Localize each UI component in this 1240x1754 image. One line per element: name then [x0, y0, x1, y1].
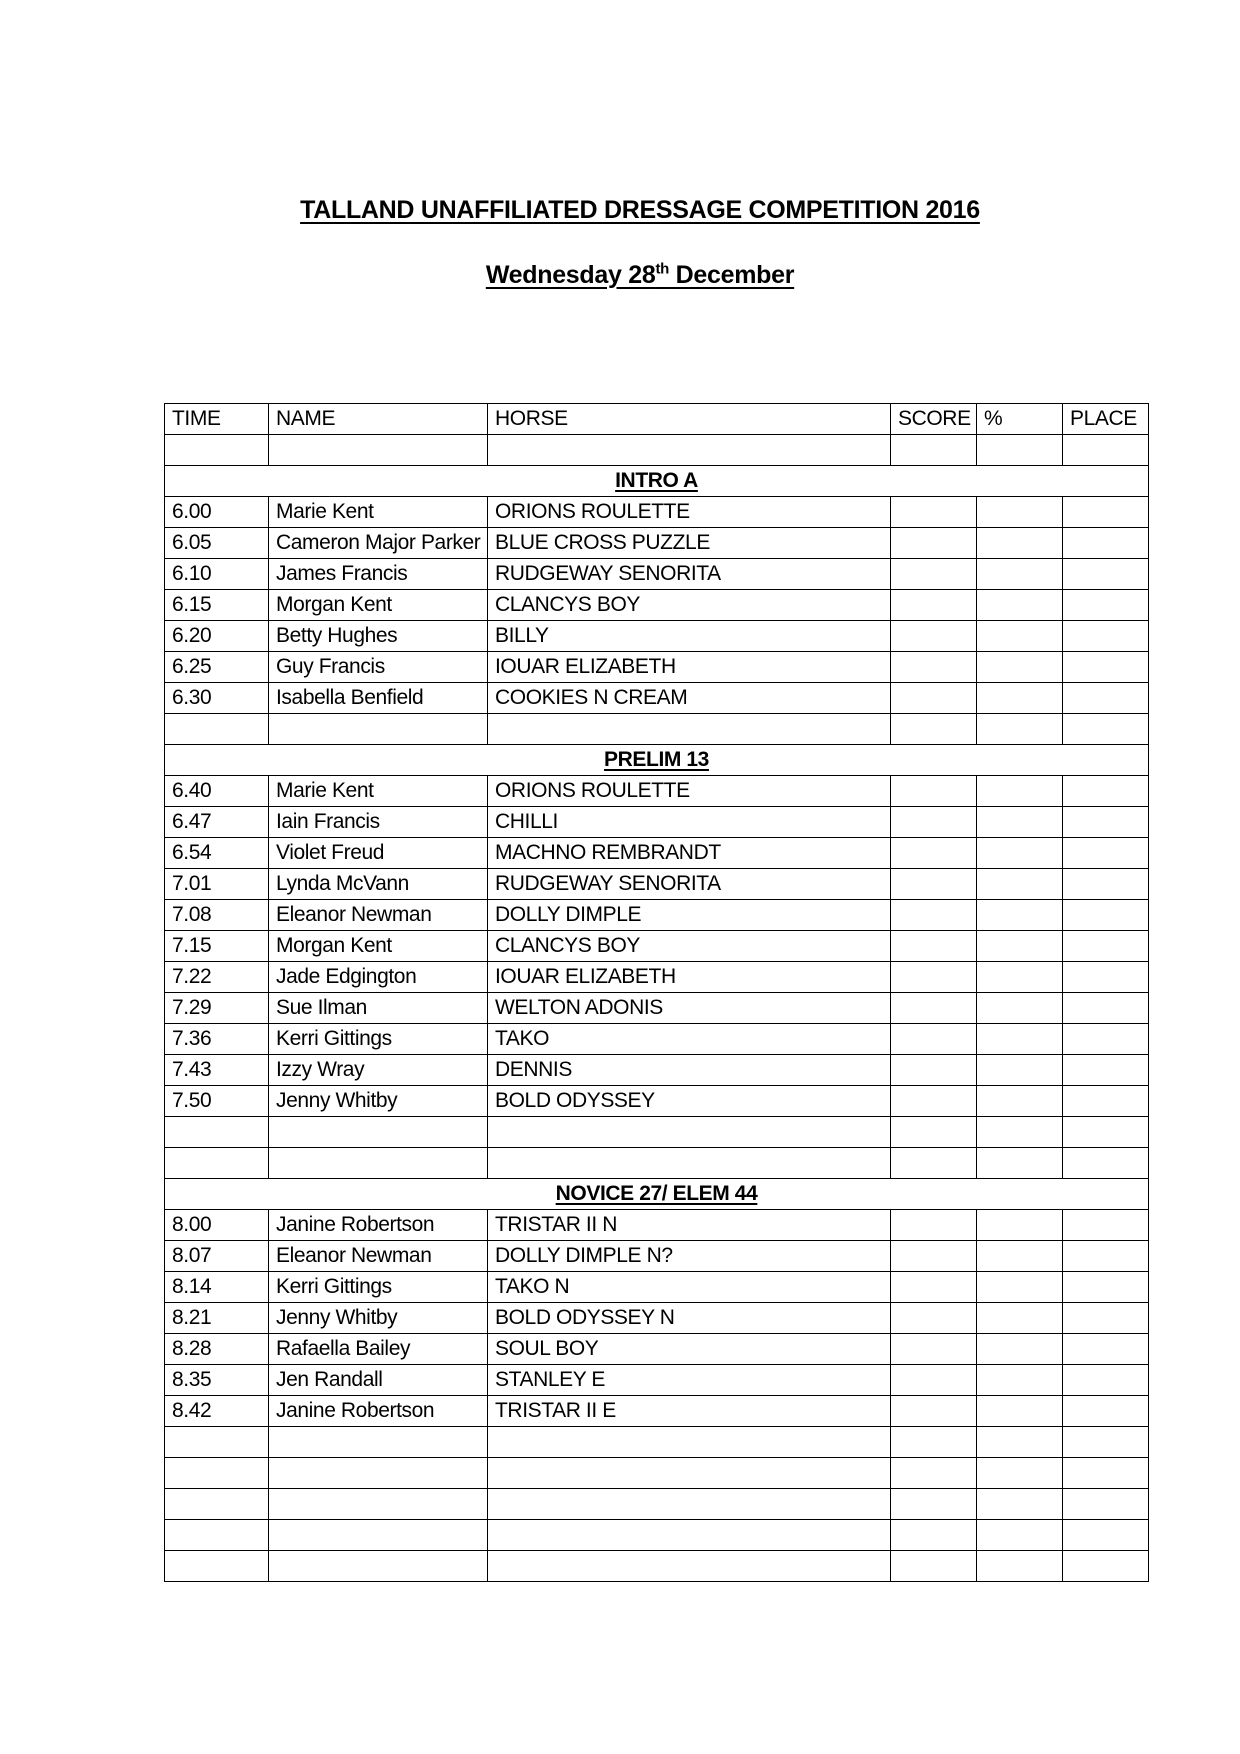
name-cell: Jenny Whitby: [269, 1086, 488, 1117]
table-row: [165, 590, 1149, 621]
time-cell: [165, 1551, 269, 1582]
score-cell: [891, 1458, 977, 1489]
percent-cell: [977, 1272, 1063, 1303]
percent-cell: [977, 1241, 1063, 1272]
time-cell: 8.14: [165, 1272, 269, 1303]
name-cell: [269, 1489, 488, 1520]
place-cell: [1063, 993, 1149, 1024]
percent-cell: [977, 1117, 1063, 1148]
name-cell: Janine Robertson: [269, 1210, 488, 1241]
percent-cell: [977, 683, 1063, 714]
time-cell: 6.47: [165, 807, 269, 838]
horse-cell: RUDGEWAY SENORITA: [488, 559, 891, 590]
time-cell: [165, 435, 269, 466]
score-cell: [891, 776, 977, 807]
score-cell: [891, 1365, 977, 1396]
score-cell: [891, 962, 977, 993]
score-cell: [891, 1024, 977, 1055]
horse-cell: STANLEY E: [488, 1365, 891, 1396]
place-cell: [1063, 1024, 1149, 1055]
time-cell: 8.07: [165, 1241, 269, 1272]
score-cell: [891, 1396, 977, 1427]
table-row: [165, 1055, 1149, 1086]
percent-cell: [977, 714, 1063, 745]
horse-cell: IOUAR ELIZABETH: [488, 962, 891, 993]
horse-cell: [488, 1458, 891, 1489]
percent-cell: [977, 1024, 1063, 1055]
name-cell: Janine Robertson: [269, 1396, 488, 1427]
table-row: [165, 1396, 1149, 1427]
section-heading: INTRO A: [165, 466, 1149, 497]
time-cell: [165, 1520, 269, 1551]
percent-cell: [977, 1334, 1063, 1365]
score-cell: [891, 1427, 977, 1458]
horse-cell: [488, 1117, 891, 1148]
place-cell: [1063, 1272, 1149, 1303]
time-cell: 7.01: [165, 869, 269, 900]
place-cell: [1063, 621, 1149, 652]
name-cell: Jade Edgington: [269, 962, 488, 993]
header-name: NAME: [269, 404, 488, 435]
date-text: Wednesday 28: [485, 261, 656, 289]
name-cell: [269, 1458, 488, 1489]
horse-cell: DOLLY DIMPLE: [488, 900, 891, 931]
percent-cell: [977, 1086, 1063, 1117]
table-row: [165, 869, 1149, 900]
name-cell: Lynda McVann: [269, 869, 488, 900]
time-cell: 7.50: [165, 1086, 269, 1117]
place-cell: [1063, 869, 1149, 900]
name-cell: Guy Francis: [269, 652, 488, 683]
score-cell: [891, 652, 977, 683]
table-row: [165, 652, 1149, 683]
percent-cell: [977, 1427, 1063, 1458]
time-cell: 8.00: [165, 1210, 269, 1241]
section-row: [165, 466, 1149, 497]
score-cell: [891, 1272, 977, 1303]
score-cell: [891, 435, 977, 466]
score-cell: [891, 714, 977, 745]
table-row: [165, 1210, 1149, 1241]
place-cell: [1063, 1148, 1149, 1179]
horse-cell: TRISTAR II E: [488, 1396, 891, 1427]
table-row: [165, 931, 1149, 962]
score-cell: [891, 1520, 977, 1551]
percent-cell: [977, 497, 1063, 528]
percent-cell: [977, 1365, 1063, 1396]
time-cell: 7.22: [165, 962, 269, 993]
horse-cell: [488, 1427, 891, 1458]
horse-cell: [488, 714, 891, 745]
place-cell: [1063, 683, 1149, 714]
place-cell: [1063, 1489, 1149, 1520]
place-cell: [1063, 1551, 1149, 1582]
name-cell: James Francis: [269, 559, 488, 590]
score-cell: [891, 528, 977, 559]
time-cell: 6.54: [165, 838, 269, 869]
score-cell: [891, 807, 977, 838]
place-cell: [1063, 1055, 1149, 1086]
table-row: [165, 1024, 1149, 1055]
name-cell: [269, 1551, 488, 1582]
place-cell: [1063, 528, 1149, 559]
horse-cell: ORIONS ROULETTE: [488, 776, 891, 807]
name-cell: Izzy Wray: [269, 1055, 488, 1086]
percent-cell: [977, 1551, 1063, 1582]
section-row: [165, 745, 1149, 776]
percent-cell: [977, 838, 1063, 869]
percent-cell: [977, 652, 1063, 683]
time-cell: [165, 1427, 269, 1458]
time-cell: 8.21: [165, 1303, 269, 1334]
blank-row: [165, 1520, 1149, 1551]
percent-cell: [977, 900, 1063, 931]
place-cell: [1063, 900, 1149, 931]
header-score: SCORE: [891, 404, 977, 435]
section-row: [165, 1179, 1149, 1210]
time-cell: 6.30: [165, 683, 269, 714]
percent-cell: [977, 1396, 1063, 1427]
horse-cell: [488, 1148, 891, 1179]
place-cell: [1063, 1365, 1149, 1396]
table-row: [165, 1272, 1149, 1303]
name-cell: Isabella Benfield: [269, 683, 488, 714]
horse-cell: MACHNO REMBRANDT: [488, 838, 891, 869]
place-cell: [1063, 1086, 1149, 1117]
place-cell: [1063, 838, 1149, 869]
time-cell: 7.36: [165, 1024, 269, 1055]
place-cell: [1063, 435, 1149, 466]
table-row: [165, 1241, 1149, 1272]
place-cell: [1063, 1520, 1149, 1551]
time-cell: [165, 1458, 269, 1489]
document-title: TALLAND UNAFFILIATED DRESSAGE COMPETITION 2016: [300, 196, 980, 224]
percent-cell: [977, 528, 1063, 559]
name-cell: Iain Francis: [269, 807, 488, 838]
horse-cell: [488, 435, 891, 466]
blank-row: [165, 1551, 1149, 1582]
time-cell: 8.28: [165, 1334, 269, 1365]
time-cell: 6.10: [165, 559, 269, 590]
name-cell: Violet Freud: [269, 838, 488, 869]
time-cell: 8.35: [165, 1365, 269, 1396]
name-cell: Eleanor Newman: [269, 900, 488, 931]
place-cell: [1063, 1210, 1149, 1241]
horse-cell: ORIONS ROULETTE: [488, 497, 891, 528]
document-date: [0, 261, 1240, 290]
score-cell: [891, 838, 977, 869]
name-cell: Kerri Gittings: [269, 1272, 488, 1303]
score-cell: [891, 1148, 977, 1179]
blank-row: [165, 714, 1149, 745]
score-cell: [891, 1086, 977, 1117]
time-cell: 8.42: [165, 1396, 269, 1427]
section-heading: NOVICE 27/ ELEM 44: [165, 1179, 1149, 1210]
place-cell: [1063, 1117, 1149, 1148]
name-cell: Eleanor Newman: [269, 1241, 488, 1272]
table-row: [165, 776, 1149, 807]
percent-cell: [977, 993, 1063, 1024]
place-cell: [1063, 559, 1149, 590]
name-cell: Sue Ilman: [269, 993, 488, 1024]
horse-cell: BILLY: [488, 621, 891, 652]
blank-row: [165, 1148, 1149, 1179]
time-cell: [165, 714, 269, 745]
place-cell: [1063, 590, 1149, 621]
name-cell: Betty Hughes: [269, 621, 488, 652]
score-cell: [891, 1241, 977, 1272]
percent-cell: [977, 807, 1063, 838]
table-row: [165, 807, 1149, 838]
horse-cell: BOLD ODYSSEY N: [488, 1303, 891, 1334]
score-cell: [891, 1210, 977, 1241]
score-cell: [891, 931, 977, 962]
table-row: [165, 1086, 1149, 1117]
table-row: [165, 683, 1149, 714]
time-cell: 6.05: [165, 528, 269, 559]
score-cell: [891, 683, 977, 714]
percent-cell: [977, 1210, 1063, 1241]
time-cell: 6.20: [165, 621, 269, 652]
schedule-body: [165, 435, 1149, 1582]
horse-cell: COOKIES N CREAM: [488, 683, 891, 714]
name-cell: Morgan Kent: [269, 590, 488, 621]
time-cell: 6.25: [165, 652, 269, 683]
score-cell: [891, 869, 977, 900]
table-row: [165, 838, 1149, 869]
percent-cell: [977, 435, 1063, 466]
table-row: [165, 497, 1149, 528]
place-cell: [1063, 497, 1149, 528]
percent-cell: [977, 621, 1063, 652]
table-row: [165, 559, 1149, 590]
name-cell: [269, 1148, 488, 1179]
time-cell: 6.15: [165, 590, 269, 621]
header-horse: HORSE: [488, 404, 891, 435]
horse-cell: DOLLY DIMPLE N?: [488, 1241, 891, 1272]
score-cell: [891, 1334, 977, 1365]
percent-cell: [977, 1055, 1063, 1086]
date-month: December: [669, 261, 795, 289]
percent-cell: [977, 869, 1063, 900]
place-cell: [1063, 776, 1149, 807]
place-cell: [1063, 1334, 1149, 1365]
name-cell: Cameron Major Parker: [269, 528, 488, 559]
percent-cell: [977, 931, 1063, 962]
table-row: [165, 962, 1149, 993]
time-cell: 6.00: [165, 497, 269, 528]
blank-row: [165, 435, 1149, 466]
name-cell: Marie Kent: [269, 497, 488, 528]
name-cell: Rafaella Bailey: [269, 1334, 488, 1365]
score-cell: [891, 621, 977, 652]
time-cell: [165, 1148, 269, 1179]
blank-row: [165, 1117, 1149, 1148]
time-cell: [165, 1117, 269, 1148]
score-cell: [891, 1055, 977, 1086]
header-place: PLACE: [1063, 404, 1149, 435]
table-row: [165, 1303, 1149, 1334]
horse-cell: [488, 1489, 891, 1520]
percent-cell: [977, 776, 1063, 807]
place-cell: [1063, 1427, 1149, 1458]
schedule-table: [164, 403, 1149, 1582]
score-cell: [891, 1303, 977, 1334]
blank-row: [165, 1458, 1149, 1489]
score-cell: [891, 993, 977, 1024]
horse-cell: BOLD ODYSSEY: [488, 1086, 891, 1117]
percent-cell: [977, 1489, 1063, 1520]
header-row: [165, 404, 1149, 435]
percent-cell: [977, 559, 1063, 590]
horse-cell: TAKO N: [488, 1272, 891, 1303]
score-cell: [891, 900, 977, 931]
percent-cell: [977, 1458, 1063, 1489]
place-cell: [1063, 1241, 1149, 1272]
percent-cell: [977, 590, 1063, 621]
horse-cell: WELTON ADONIS: [488, 993, 891, 1024]
place-cell: [1063, 807, 1149, 838]
name-cell: [269, 1520, 488, 1551]
name-cell: [269, 1427, 488, 1458]
percent-cell: [977, 962, 1063, 993]
place-cell: [1063, 962, 1149, 993]
blank-row: [165, 1427, 1149, 1458]
table-row: [165, 993, 1149, 1024]
place-cell: [1063, 1396, 1149, 1427]
name-cell: Morgan Kent: [269, 931, 488, 962]
horse-cell: BLUE CROSS PUZZLE: [488, 528, 891, 559]
horse-cell: TRISTAR II N: [488, 1210, 891, 1241]
name-cell: Kerri Gittings: [269, 1024, 488, 1055]
percent-cell: [977, 1303, 1063, 1334]
blank-row: [165, 1489, 1149, 1520]
name-cell: Jenny Whitby: [269, 1303, 488, 1334]
section-heading: PRELIM 13: [165, 745, 1149, 776]
horse-cell: SOUL BOY: [488, 1334, 891, 1365]
place-cell: [1063, 652, 1149, 683]
time-cell: 7.29: [165, 993, 269, 1024]
place-cell: [1063, 1303, 1149, 1334]
horse-cell: DENNIS: [488, 1055, 891, 1086]
horse-cell: IOUAR ELIZABETH: [488, 652, 891, 683]
time-cell: 6.40: [165, 776, 269, 807]
table-row: [165, 900, 1149, 931]
percent-cell: [977, 1520, 1063, 1551]
percent-cell: [977, 1148, 1063, 1179]
header-percent: %: [977, 404, 1063, 435]
name-cell: [269, 714, 488, 745]
table-row: [165, 1334, 1149, 1365]
score-cell: [891, 1489, 977, 1520]
score-cell: [891, 1117, 977, 1148]
horse-cell: [488, 1551, 891, 1582]
score-cell: [891, 559, 977, 590]
table-row: [165, 528, 1149, 559]
horse-cell: CLANCYS BOY: [488, 931, 891, 962]
table-row: [165, 1365, 1149, 1396]
horse-cell: CLANCYS BOY: [488, 590, 891, 621]
name-cell: [269, 1117, 488, 1148]
place-cell: [1063, 714, 1149, 745]
time-cell: 7.43: [165, 1055, 269, 1086]
score-cell: [891, 497, 977, 528]
time-cell: 7.08: [165, 900, 269, 931]
name-cell: Jen Randall: [269, 1365, 488, 1396]
header-time: TIME: [165, 404, 269, 435]
score-cell: [891, 1551, 977, 1582]
horse-cell: [488, 1520, 891, 1551]
name-cell: [269, 435, 488, 466]
table-row: [165, 621, 1149, 652]
horse-cell: RUDGEWAY SENORITA: [488, 869, 891, 900]
horse-cell: TAKO: [488, 1024, 891, 1055]
date-ordinal-suffix: th: [655, 260, 670, 278]
name-cell: Marie Kent: [269, 776, 488, 807]
place-cell: [1063, 1458, 1149, 1489]
score-cell: [891, 590, 977, 621]
time-cell: 7.15: [165, 931, 269, 962]
time-cell: [165, 1489, 269, 1520]
place-cell: [1063, 931, 1149, 962]
horse-cell: CHILLI: [488, 807, 891, 838]
